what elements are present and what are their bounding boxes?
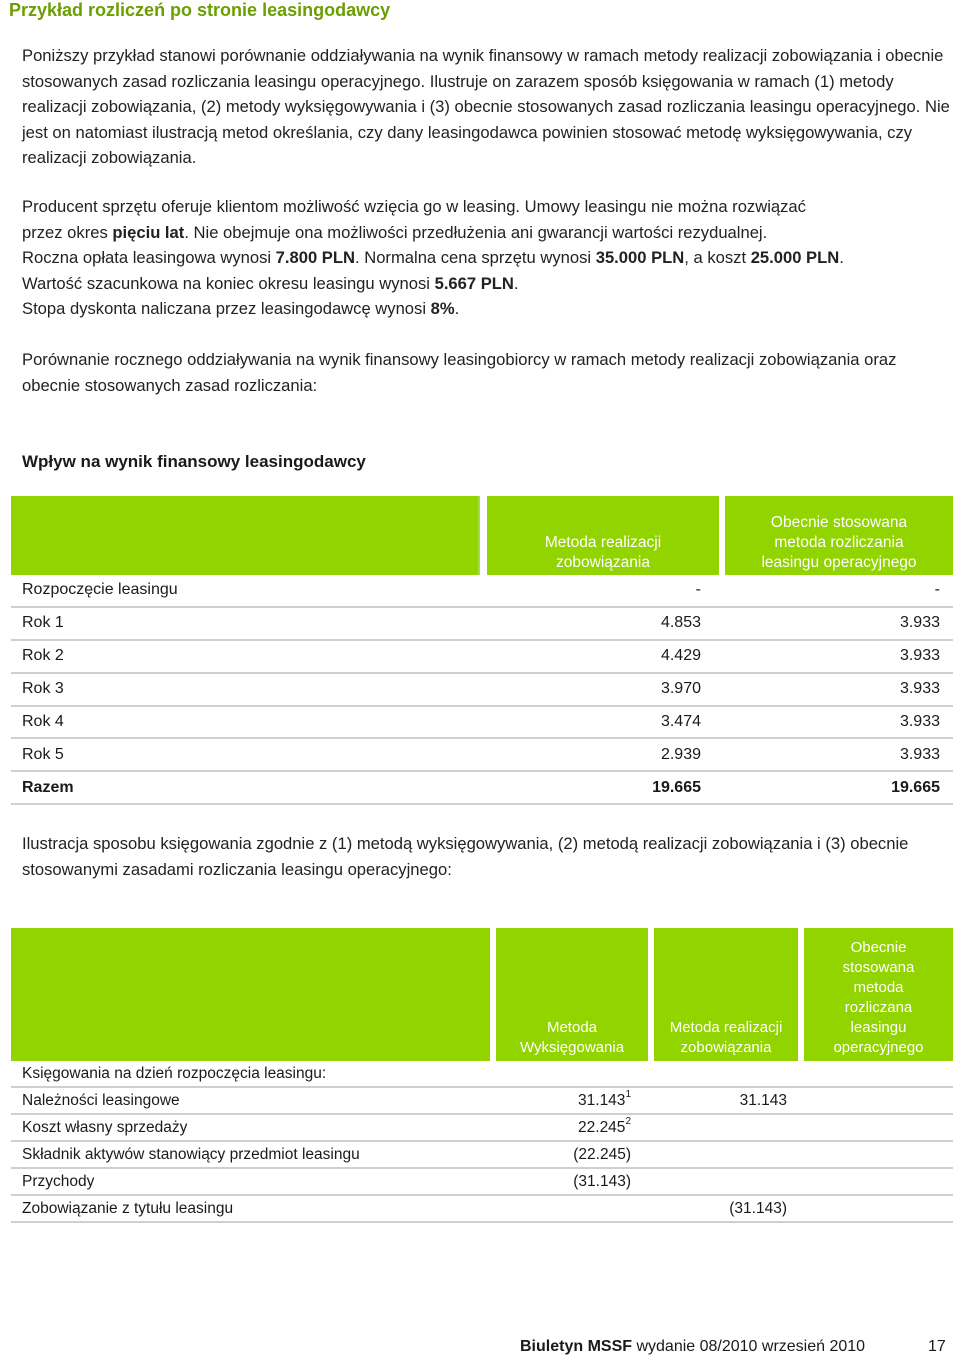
table-row: Rok 3 3.970 3.933 [11,673,953,706]
section-row: Księgowania na dzień rozpoczęcia leasingu: [11,1061,953,1087]
header-empty-cell [11,928,493,1061]
table-row: Rok 2 4.429 3.933 [11,640,953,673]
assumption-line: przez okres pięciu lat. Nie obejmuje ona możliwości przedłużenia ani gwarancji wartości rezydualnej. [22,222,768,242]
header-empty-cell [11,496,479,575]
table-header-row [11,496,953,575]
assumption-line: Stopa dyskonta naliczana przez leasingodawcę wynosi 8%. [22,299,460,319]
header-derecognition-method: Metoda Wyksięgowania [493,928,651,1061]
accounting-intro: Ilustracja sposobu księgowania zgodnie z (1) metodą wyksięgowywania, (2) metodą realizacji zobowiązania i (3) obecnie stosowanymi zasadami rozliczania leasingu operacyjnego: [22,834,909,879]
table-total-row: Razem 19.665 19.665 [11,771,953,804]
table-row: Należności leasingowe 31.143$^1$ 31.143 [11,1087,953,1114]
table-row: Rok 1 4.853 3.933 [11,607,953,640]
intro-paragraph: Poniższy przykład stanowi porównanie oddziaływania na wynik finansowy w ramach metody realizacji zobowiązania i obecnie stosowanych zasad rozliczania leasingu operacyjnego. Ilustruje on zarazem sposób księgowania w ramach (1) metody realizacji zobowiązania, (2) metody wyksięgowywania i (3) obecnie stosowanych zasad rozliczania leasingu operacyjnego. Nie jest on natomiast ilustracją metod określania, czy dany leasingodawca powinien stosować metodę wyksięgowywania, czy realizacji zobowiązania. [22,46,950,168]
impact-table [11,496,953,805]
table-row: Składnik aktywów stanowiący przedmiot leasingu (22.245) [11,1141,953,1168]
header-realization-method: Metoda realizacji zobowiązania [651,928,801,1061]
table-row: Koszt własny sprzedaży 22.245$^2$ [11,1114,953,1141]
table-row: Rok 4 3.474 3.933 [11,706,953,739]
assumption-line: Roczna opłata leasingowa wynosi 7.800 PLN. Normalna cena sprzętu wynosi 35.000 PLN, a koszt 25.000 PLN. [22,248,844,268]
header-current-method: Obecnie stosowana metoda rozliczania leasingu operacyjnego [722,496,953,575]
accounting-table [11,928,953,1223]
table-row: Rok 5 2.939 3.933 [11,738,953,771]
page-number: 17 [928,1338,946,1355]
assumption-line: Producent sprzętu oferuje klientom możliwość wzięcia go w leasing. Umowy leasingu nie można rozwiązać [22,197,806,216]
table-row: Zobowiązanie z tytułu leasingu (31.143) [11,1195,953,1222]
page-heading: Przykład rozliczeń po stronie leasingodawcy [9,0,391,20]
table-row: Rozpoczęcie leasingu - - [11,575,953,607]
section-title: Wpływ na wynik finansowy leasingodawcy [22,452,366,471]
footer: Biuletyn MSSF wydanie 08/2010 wrzesień 2010 [520,1338,866,1355]
header-method-realization: Metoda realizacji zobowiązania [487,496,722,575]
table-row: Przychody (31.143) [11,1168,953,1195]
table-header-row [11,928,953,1061]
header-current-method: Obecnie stosowana metoda rozliczana leasingu operacyjnego [801,928,953,1061]
assumption-line: Wartość szacunkowa na koniec okresu leasingu wynosi 5.667 PLN. [22,273,519,293]
example-assumptions [22,194,950,322]
comparison-intro: Porównanie rocznego oddziaływania na wynik finansowy leasingobiorcy w ramach metody realizacji zobowiązania oraz obecnie stosowanych zasad rozliczania: [22,350,897,395]
